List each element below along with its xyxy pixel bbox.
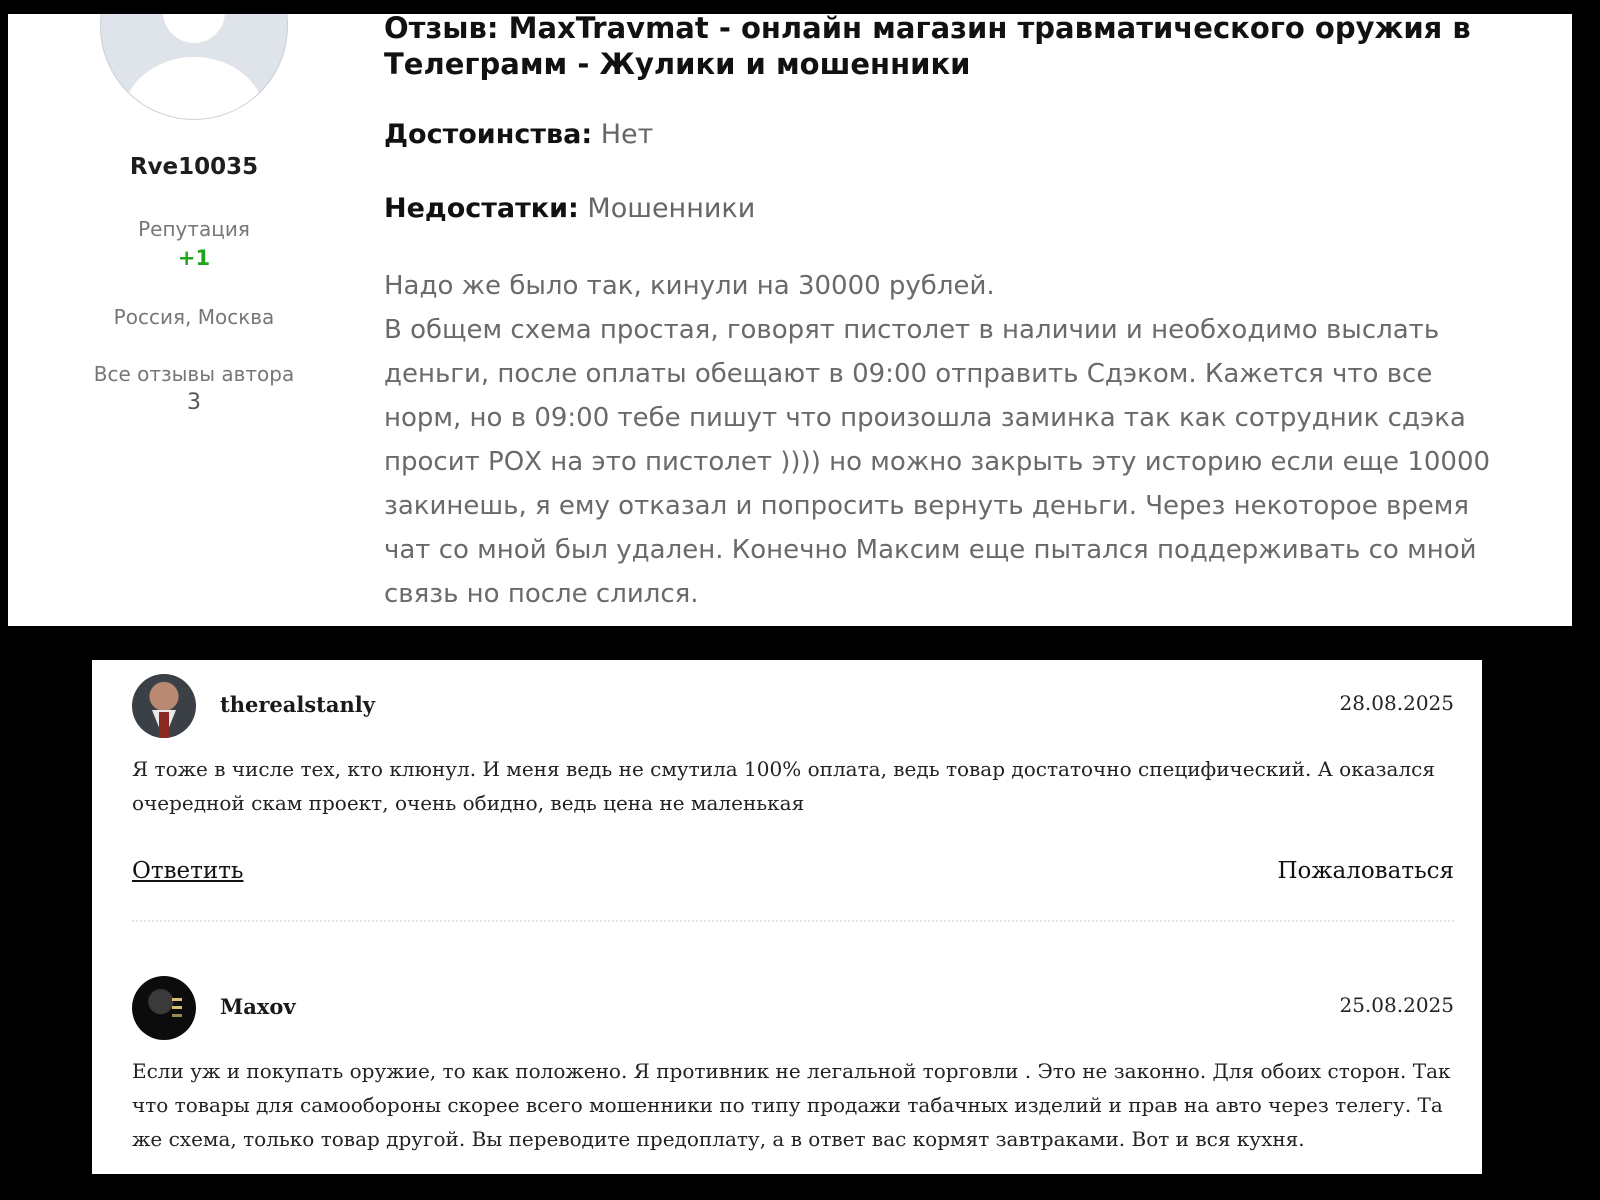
comment-date: 25.08.2025 (1339, 993, 1454, 1017)
review-author-name[interactable]: Rve10035 (129, 154, 259, 180)
user-avatar-icon[interactable] (132, 976, 196, 1040)
default-avatar-icon[interactable] (100, 14, 288, 120)
report-link[interactable]: Пожаловаться (1277, 858, 1454, 884)
review-text-paragraph: В общем схема простая, говорят пистолет в наличии и необходимо выслать деньги, после оплаты обещают в 09:00 отправить Сдэком. Кажется что все норм, но в 09:00 тебе пишут что произошла заминка так как сотрудник сдэка просит РОХ на это пистолет )))) но можно закрыть эту историю если еще 10000 закинешь, я ему отказал и попросить вернуть деньги. Через некоторое время чат со мной был удален. Конечно Максим еще пытался поддерживать со мной связь но после слился. (384, 315, 1491, 609)
review-cons (384, 192, 1534, 226)
comment-text: Я тоже в числе тех, кто клюнул. И меня ведь не смутила 100% оплата, ведь товар достаточно специфический. А оказался очередной скам проект, очень обидно, ведь цена не маленькая (132, 757, 1435, 815)
reputation-label: Репутация (138, 217, 250, 241)
comment-date: 28.08.2025 (1339, 691, 1454, 715)
reply-link[interactable]: Ответить (132, 858, 244, 884)
author-location: Россия, Москва (113, 305, 275, 329)
review-title: Отзыв: MaxTravmat - онлайн магазин травматического оружия в Телеграмм - Жулики и мошенники (384, 14, 1471, 81)
comment-author[interactable]: Maxov (220, 994, 296, 1019)
avatar-head-shape (163, 14, 225, 43)
comment-text: Если уж и покупать оружие, то как положено. Я противник не легальной торговли . Это не законно. Для обоих сторон. Так что товары для самообороны скорее всего мошенники по типу продажи табачных изделий и прав на авто через телегу. Та же схема, только товар другой. Вы переводите предоплату, а в ответ вас кормят завтраками. Вот и вся кухня. (132, 1059, 1451, 1151)
comment-author[interactable]: therealstanly (220, 692, 375, 717)
review-panel (8, 14, 1572, 626)
pros-label: Достоинства: (384, 119, 593, 150)
user-avatar-icon[interactable] (132, 674, 196, 738)
comments-panel (92, 660, 1482, 1174)
all-reviews-link[interactable]: Все отзывы автора (93, 362, 295, 386)
avatar-tie-shape (159, 712, 169, 738)
avatar-detail-shape (172, 998, 182, 1001)
avatar-shoulders-shape (123, 57, 265, 120)
comment-divider (132, 920, 1454, 922)
cons-value: Мошенники (587, 193, 756, 224)
all-reviews-count[interactable]: 3 (187, 390, 201, 415)
review-text-line: Надо же было так, кинули на 30000 рублей. (384, 271, 995, 301)
reputation-value: +1 (177, 246, 211, 270)
review-pros (384, 118, 1534, 152)
review-text (384, 264, 1514, 616)
cons-label: Недостатки: (384, 193, 579, 224)
pros-value: Нет (600, 119, 654, 150)
